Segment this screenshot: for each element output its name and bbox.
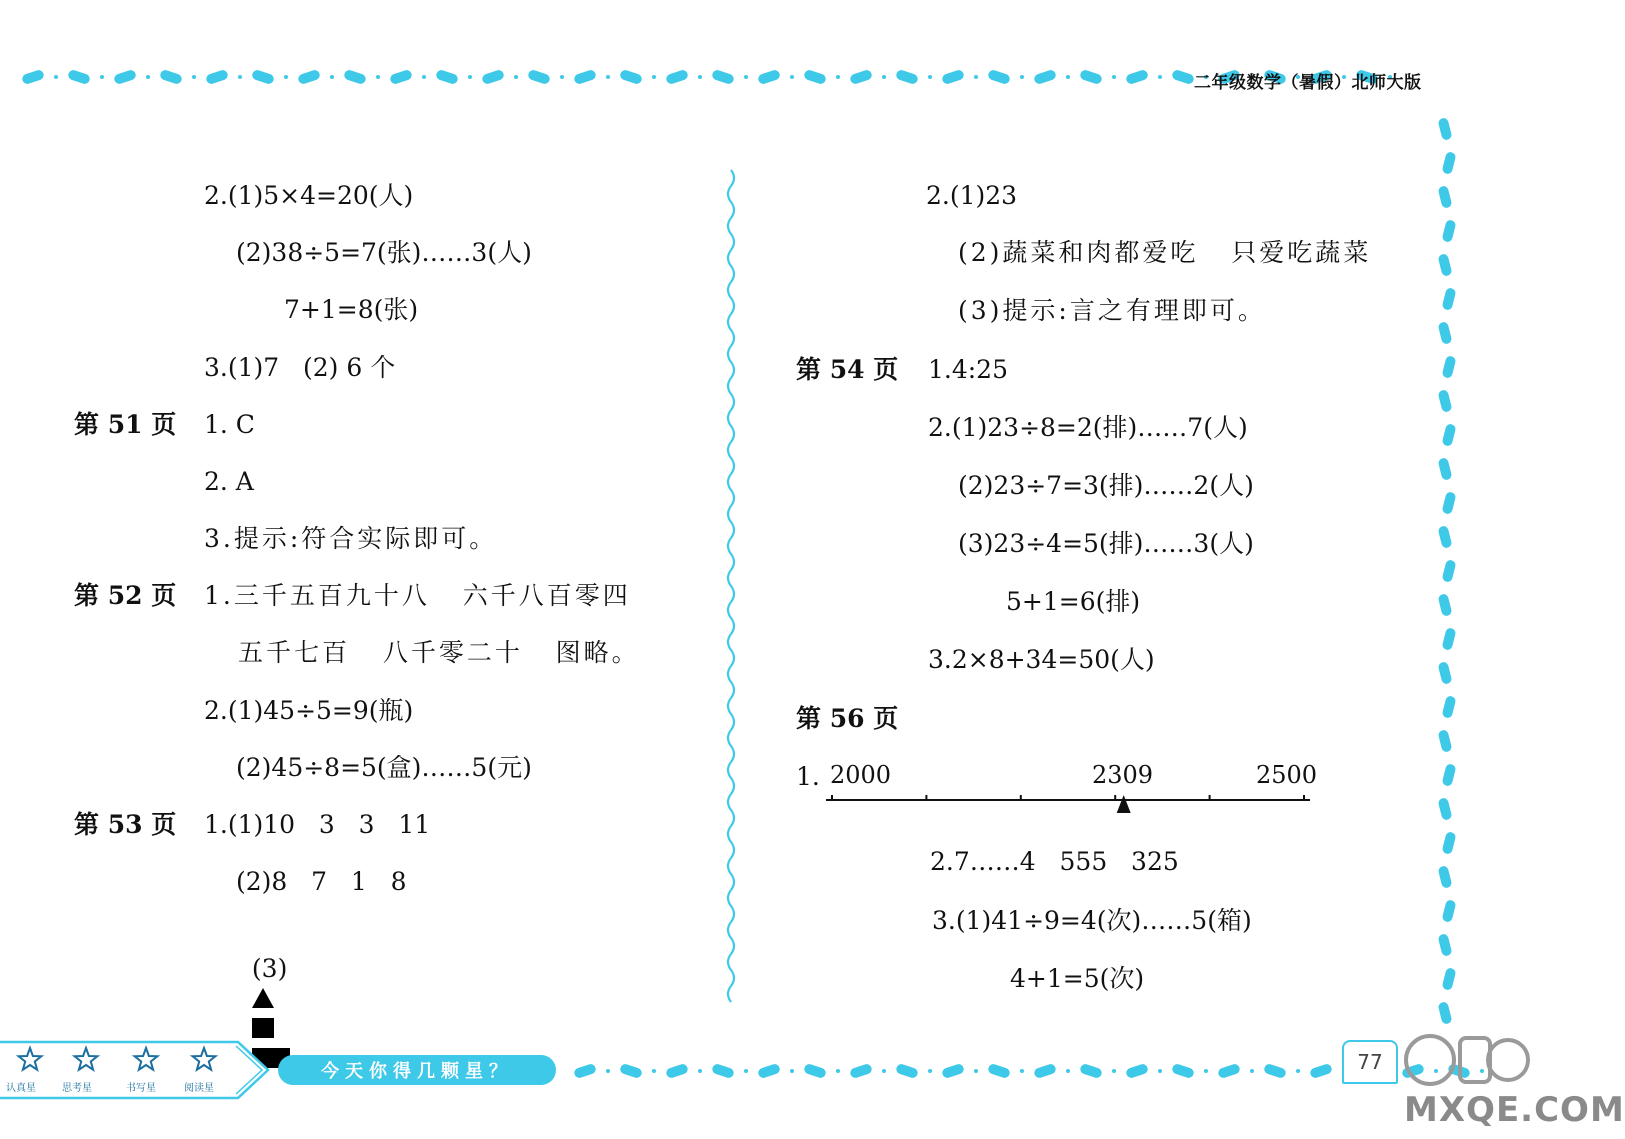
bead-ornament xyxy=(941,1063,965,1079)
answer-line: 2.(1)5×4=20(人) xyxy=(204,181,414,210)
dot-ornament xyxy=(284,75,288,79)
answer-line: (2)38÷5=7(张)……3(人) xyxy=(236,238,532,267)
bead-ornament xyxy=(1441,967,1456,991)
triangle-shape xyxy=(252,988,274,1008)
bead-ornament xyxy=(1171,1063,1195,1079)
bead-ornament xyxy=(1033,69,1057,85)
number-line-start-label: 2000 xyxy=(830,761,892,789)
dot-ornament xyxy=(744,75,748,79)
dot-ornament xyxy=(100,75,104,79)
bead-ornament xyxy=(1441,355,1456,379)
dot-ornament xyxy=(882,1069,886,1073)
bead-ornament xyxy=(1437,661,1452,685)
bead-ornament xyxy=(711,69,735,85)
answer-line: (3)提示:言之有理即可。 xyxy=(958,296,1266,325)
answer-line: 3.提示:符合实际即可。 xyxy=(204,524,498,553)
bead-ornament xyxy=(1437,117,1452,141)
bead-ornament xyxy=(159,69,183,85)
dot-ornament xyxy=(1158,75,1162,79)
answer-line: 2. A xyxy=(204,467,254,496)
dot-ornament xyxy=(238,75,242,79)
answer-line: 2.(1)23 xyxy=(926,181,1018,210)
dot-ornament xyxy=(974,1069,978,1073)
bead-ornament xyxy=(573,1063,597,1079)
bead-ornament xyxy=(1437,797,1452,821)
dot-ornament xyxy=(744,1069,748,1073)
header-title: 二年级数学（暑假）北师大版 xyxy=(1194,73,1422,93)
column-divider xyxy=(724,170,738,995)
dot-ornament xyxy=(790,1069,794,1073)
number-line-marked-label: 2309 xyxy=(1092,761,1154,789)
bead-ornament xyxy=(1437,593,1452,617)
bead-ornament xyxy=(21,69,45,85)
bead-ornament xyxy=(849,1063,873,1079)
bead-ornament xyxy=(1125,1063,1149,1079)
bead-ornament xyxy=(1441,695,1456,719)
dot-ornament xyxy=(606,75,610,79)
bead-ornament xyxy=(757,1063,781,1079)
bead-ornament xyxy=(987,69,1011,85)
answer-line: (2)23÷7=3(排)……2(人) xyxy=(958,471,1254,500)
bead-ornament xyxy=(1437,457,1452,481)
watermark-logo-icon xyxy=(1400,1030,1530,1090)
answer-line: (2)蔬菜和肉都爱吃 只爱吃蔬菜 xyxy=(958,238,1372,267)
bead-ornament xyxy=(895,69,919,85)
dot-ornament xyxy=(192,75,196,79)
answer-line: 2.(1)45÷5=9(瓶) xyxy=(204,696,414,725)
bead-ornament xyxy=(1441,559,1456,583)
dot-ornament xyxy=(652,75,656,79)
bead-ornament xyxy=(1441,763,1456,787)
answer-line: (2)8 7 1 8 xyxy=(236,867,407,896)
bead-ornament xyxy=(251,69,275,85)
square-shape xyxy=(252,1018,274,1038)
bead-ornament xyxy=(205,69,229,85)
bead-ornament xyxy=(987,1063,1011,1079)
dot-ornament xyxy=(974,75,978,79)
answer-line: 1.三千五百九十八 六千八百零四 xyxy=(204,581,631,610)
answer-line: 7+1=8(张) xyxy=(284,295,419,324)
dot-ornament xyxy=(1020,75,1024,79)
answer-line: (3)23÷4=5(排)……3(人) xyxy=(958,529,1254,558)
answer-line: 1.4:25 xyxy=(928,355,1008,384)
bead-ornament xyxy=(1217,1063,1241,1079)
dot-ornament xyxy=(1250,1069,1254,1073)
dot-ornament xyxy=(1296,1069,1300,1073)
page-heading-56: 第 56 页 xyxy=(796,704,899,733)
bead-ornament xyxy=(619,69,643,85)
bead-ornament xyxy=(1263,1063,1287,1079)
bead-ornament xyxy=(1441,899,1456,923)
star-label: 思考星 xyxy=(62,1083,92,1094)
answer-line: 五千七百 八千零二十 图略。 xyxy=(238,638,640,667)
number-line-prefix: 1. xyxy=(796,762,820,791)
dot-ornament xyxy=(928,1069,932,1073)
page-heading-51: 第 51 页 xyxy=(74,410,177,439)
bead-ornament xyxy=(1441,423,1456,447)
number-line-marker xyxy=(1117,795,1131,813)
answer-line: 3.(1)7 (2) 6 个 xyxy=(204,353,396,382)
dot-ornament xyxy=(836,75,840,79)
bead-ornament xyxy=(1437,729,1452,753)
dot-ornament xyxy=(698,1069,702,1073)
bead-ornament xyxy=(1125,69,1149,85)
page-heading-54: 第 54 页 xyxy=(796,355,899,384)
dot-ornament xyxy=(376,75,380,79)
dot-ornament xyxy=(790,75,794,79)
bead-ornament xyxy=(1441,287,1456,311)
bead-ornament xyxy=(1437,525,1452,549)
dot-ornament xyxy=(836,1069,840,1073)
star-label: 书写星 xyxy=(126,1083,156,1094)
bead-ornament xyxy=(573,69,597,85)
bead-ornament xyxy=(481,69,505,85)
star-label: 认真星 xyxy=(6,1083,36,1094)
bead-ornament xyxy=(803,69,827,85)
bead-ornament xyxy=(1441,151,1456,175)
number-line-end-label: 2500 xyxy=(1256,761,1318,789)
bead-ornament xyxy=(1441,219,1456,243)
answer-line: 1. C xyxy=(204,410,255,439)
bead-ornament xyxy=(1171,69,1195,85)
answer-line: 4+1=5(次) xyxy=(1010,964,1145,993)
bead-ornament xyxy=(665,69,689,85)
dot-ornament xyxy=(698,75,702,79)
bead-ornament xyxy=(803,1063,827,1079)
dot-ornament xyxy=(1112,75,1116,79)
dot-ornament xyxy=(1066,75,1070,79)
bead-ornament xyxy=(1441,831,1456,855)
dot-ornament xyxy=(514,75,518,79)
dot-ornament xyxy=(1020,1069,1024,1073)
dot-ornament xyxy=(652,1069,656,1073)
answer-line: (2)45÷8=5(盒)……5(元) xyxy=(236,753,532,782)
dot-ornament xyxy=(606,1069,610,1073)
dot-ornament xyxy=(1112,1069,1116,1073)
dot-ornament xyxy=(1204,1069,1208,1073)
bead-ornament xyxy=(1079,1063,1103,1079)
page-number: 77 xyxy=(1342,1040,1398,1084)
dot-ornament xyxy=(928,75,932,79)
dot-ornament xyxy=(882,75,886,79)
dot-ornament xyxy=(468,75,472,79)
bead-ornament xyxy=(527,69,551,85)
bead-ornament xyxy=(1437,253,1452,277)
bead-ornament xyxy=(757,69,781,85)
dot-ornament xyxy=(146,75,150,79)
page-heading-53: 第 53 页 xyxy=(74,810,177,839)
bead-ornament xyxy=(665,1063,689,1079)
bead-ornament xyxy=(1437,389,1452,413)
dot-ornament xyxy=(54,75,58,79)
bead-ornament xyxy=(1441,627,1456,651)
bead-ornament xyxy=(1437,1001,1452,1025)
bead-ornament xyxy=(1437,321,1452,345)
answer-line: 2.7……4 555 325 xyxy=(930,847,1179,876)
bead-ornament xyxy=(895,1063,919,1079)
bead-ornament xyxy=(711,1063,735,1079)
bead-ornament xyxy=(1441,491,1456,515)
bead-ornament xyxy=(1437,865,1452,889)
bead-ornament xyxy=(1079,69,1103,85)
answer-line: 3.2×8+34=50(人) xyxy=(928,645,1155,674)
bead-ornament xyxy=(619,1063,643,1079)
bead-ornament xyxy=(67,69,91,85)
footer-prompt: 今天你得几颗星？ xyxy=(278,1055,556,1085)
bead-ornament xyxy=(1437,185,1452,209)
dot-ornament xyxy=(1066,1069,1070,1073)
answer-line: 1.(1)10 3 3 11 xyxy=(204,810,431,839)
bead-ornament xyxy=(1033,1063,1057,1079)
bead-ornament xyxy=(941,69,965,85)
dot-ornament xyxy=(422,75,426,79)
star-label: 阅读星 xyxy=(184,1083,214,1094)
page-heading-52: 第 52 页 xyxy=(74,581,177,610)
answer-line: 2.(1)23÷8=2(排)……7(人) xyxy=(928,413,1248,442)
number-line xyxy=(826,785,1310,815)
answer-line: 5+1=6(排) xyxy=(1006,587,1141,616)
answer-label: (3) xyxy=(251,954,288,983)
dot-ornament xyxy=(560,75,564,79)
bead-ornament xyxy=(849,69,873,85)
right-border-decoration xyxy=(1436,118,1454,1036)
bead-ornament xyxy=(1309,1063,1333,1079)
watermark-text: MXQE.COM xyxy=(1404,1090,1625,1130)
answer-line: 3.(1)41÷9=4(次)……5(箱) xyxy=(932,906,1252,935)
bead-ornament xyxy=(389,69,413,85)
dot-ornament xyxy=(330,75,334,79)
bead-ornament xyxy=(343,69,367,85)
bead-ornament xyxy=(113,69,137,85)
dot-ornament xyxy=(1158,1069,1162,1073)
bead-ornament xyxy=(435,69,459,85)
bead-ornament xyxy=(297,69,321,85)
bead-ornament xyxy=(1437,933,1452,957)
